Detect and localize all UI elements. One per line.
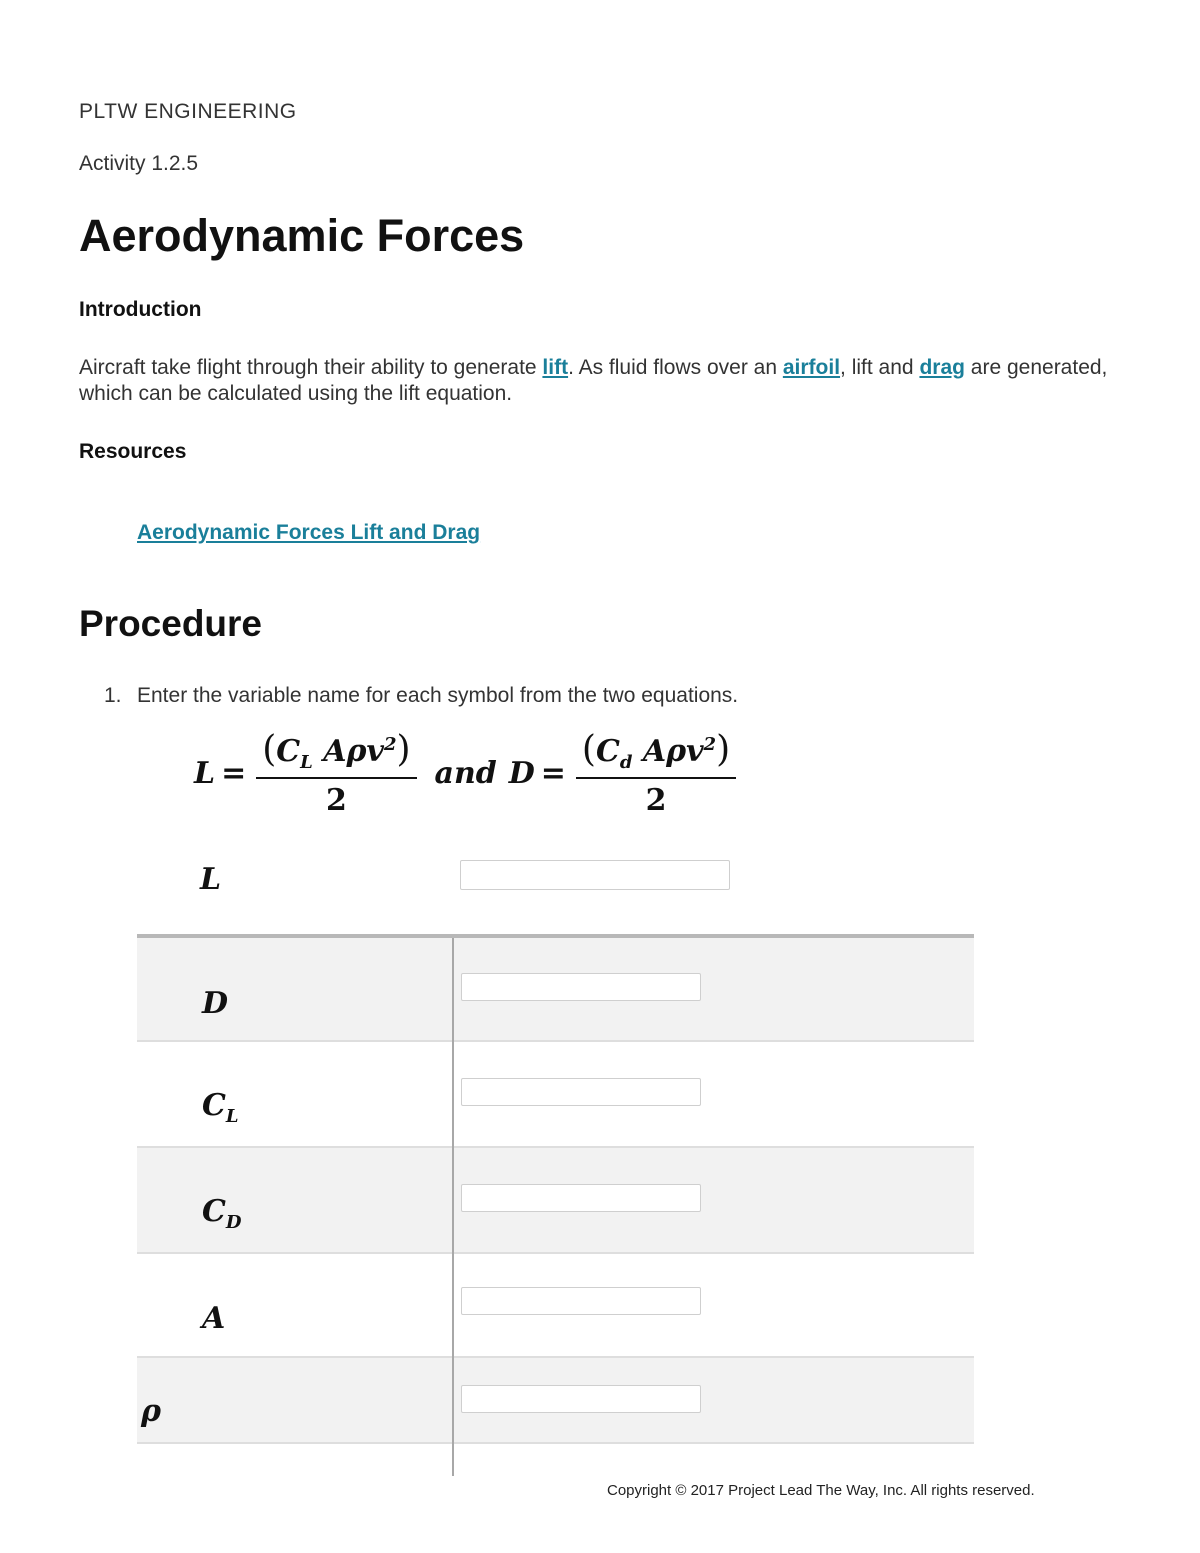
table-row-D <box>137 938 974 1042</box>
answer-D-input[interactable] <box>461 973 701 1001</box>
introduction-text <box>79 355 1139 407</box>
table-row-CD <box>137 1148 974 1254</box>
procedure-heading: Procedure <box>79 603 263 644</box>
eq-arho-v-1: Aρv <box>312 733 384 769</box>
eq-cl-sub: L <box>300 751 313 773</box>
eq-lhs-lift: L <box>194 755 216 791</box>
table-column-divider <box>452 938 454 1476</box>
eq-cd-sub: d <box>619 751 633 773</box>
answer-L-input[interactable] <box>460 860 730 890</box>
eq-paren-close-1: ) <box>396 728 411 770</box>
resource-link[interactable]: Aerodynamic Forces Lift and Drag <box>137 521 481 544</box>
eq-denominator-drag: 2 <box>645 782 667 818</box>
symbol-CL-base: C <box>202 1088 226 1123</box>
drag-link[interactable]: drag <box>919 356 965 379</box>
symbol-CL <box>202 1088 239 1127</box>
intro-text-3: , lift and <box>840 356 920 379</box>
eq-squared-1: 2 <box>383 733 397 755</box>
eq-paren-open-2: ( <box>581 728 596 770</box>
eq-paren-open-1: ( <box>262 728 277 770</box>
variable-table <box>137 934 974 1476</box>
symbol-A: A <box>202 1301 226 1336</box>
lift-drag-equation <box>194 728 740 818</box>
activity-number: Activity 1.2.5 <box>79 152 199 175</box>
symbol-CD-sub: D <box>225 1212 242 1233</box>
intro-text-2: . As fluid flows over an <box>568 356 783 379</box>
org-label: PLTW ENGINEERING <box>79 100 297 123</box>
eq-fraction-drag <box>576 729 736 818</box>
eq-numerator-drag <box>576 729 736 779</box>
eq-paren-close-2: ) <box>716 728 731 770</box>
step-number: 1. <box>104 684 122 707</box>
symbol-CD <box>202 1194 242 1233</box>
symbol-rho: ρ <box>141 1394 161 1429</box>
copyright-footer: Copyright © 2017 Project Lead The Way, Inc. All rights reserved. <box>607 1482 1035 1499</box>
page-title: Aerodynamic Forces <box>79 210 525 261</box>
airfoil-link[interactable]: airfoil <box>782 356 841 379</box>
table-row-CL <box>137 1042 974 1148</box>
eq-cl-base: C <box>276 733 301 769</box>
resources-heading: Resources <box>79 440 187 463</box>
eq-fraction-lift <box>256 729 416 818</box>
introduction-heading: Introduction <box>79 298 202 321</box>
eq-denominator-lift: 2 <box>325 782 347 818</box>
lift-link[interactable]: lift <box>542 356 569 379</box>
eq-lhs-drag: D <box>508 755 535 791</box>
eq-connector: and <box>434 755 497 791</box>
answer-A-input[interactable] <box>461 1287 701 1315</box>
symbol-CL-sub: L <box>225 1106 239 1127</box>
answer-rho-input[interactable] <box>461 1385 701 1413</box>
eq-cd-base: C <box>595 733 620 769</box>
symbol-D: D <box>202 986 229 1021</box>
table-row-A <box>137 1254 974 1358</box>
intro-text-1: Aircraft take flight through their ability to generate <box>79 356 543 379</box>
eq-arho-v-2: Aρv <box>632 733 704 769</box>
step-text: Enter the variable name for each symbol from the two equations. <box>137 684 739 707</box>
table-row-rho <box>137 1358 974 1444</box>
answer-CL-input[interactable] <box>461 1078 701 1106</box>
intro-text-4: are generated, which can be calculated using the lift equation. <box>79 356 1108 405</box>
eq-equals-1: = <box>221 755 247 791</box>
eq-equals-2: = <box>540 755 566 791</box>
answer-CD-input[interactable] <box>461 1184 701 1212</box>
eq-squared-2: 2 <box>703 733 717 755</box>
eq-numerator-lift <box>256 729 416 779</box>
symbol-CD-base: C <box>202 1194 226 1229</box>
symbol-L: L <box>200 862 222 897</box>
